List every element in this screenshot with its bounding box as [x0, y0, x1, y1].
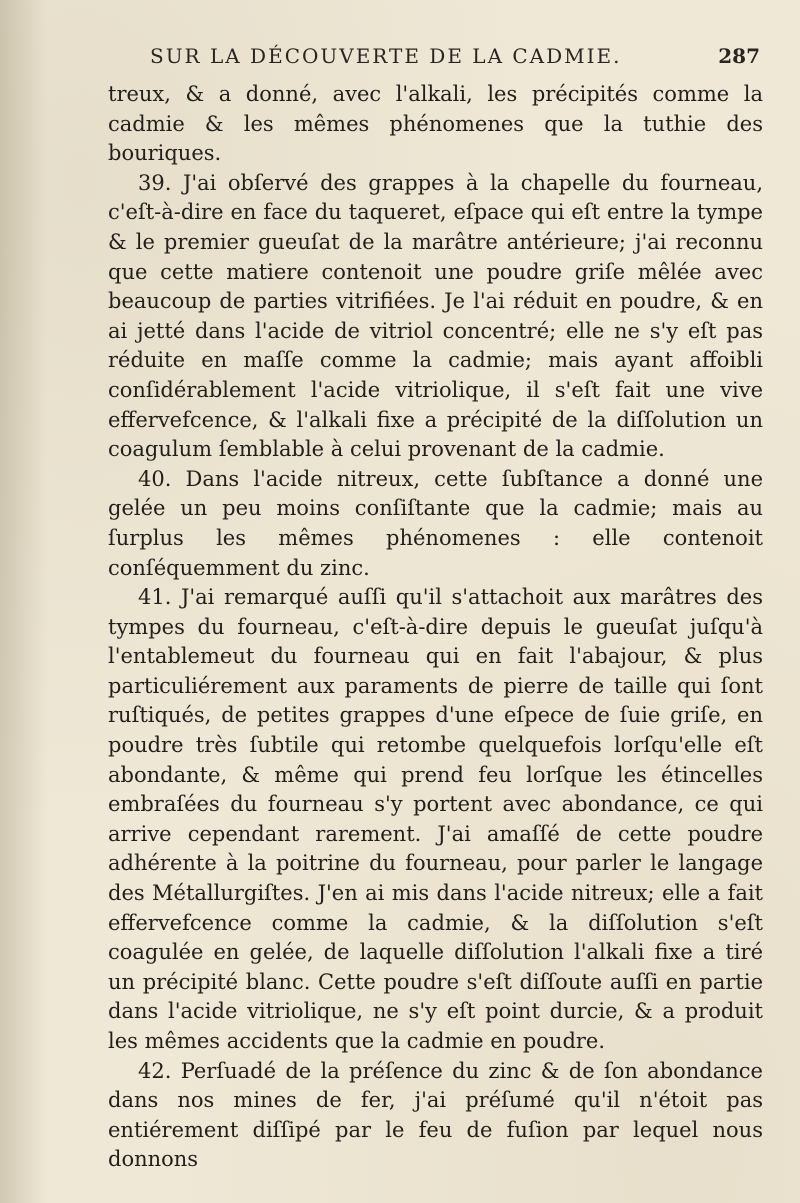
page-header [150, 44, 760, 74]
paragraph-41: 41. J'ai remarqué auſſi qu'il s'attachoit aux marâtres des tympes du fourneau, c'eſt-à-dire depuis le gueuſat juſqu'à l'entablemeut du fourneau qui en fait l'abajour, & plus particuliérement aux paraments de pierre de taille qui ſont ruſtiqués, de petites grappes d'une eſpece de ſuie griſe, en poudre très ſubtile qui retombe quelquefois lorſqu'elle eſt abondante, & même qui prend feu lorſque les étincelles embraſées du fourneau s'y portent avec abondance, ce qui arrive cependant rarement. J'ai amaſſé de cette poudre adhérente à la poitrine du fourneau, pour parler le langage des Métallurgiſtes. J'en ai mis dans l'acide nitreux; elle a fait effervefcence comme la cadmie, & la diſſolution s'eſt coagulée en gelée, de laquelle diſſolution l'alkali fixe a tiré un précipité blanc. Cette poudre s'eſt diſſoute auſſi en partie dans l'acide vitriolique, ne s'y eſt point durcie, & a produit les mêmes accidents que la cadmie en poudre. [108, 585, 763, 1053]
page-number: 287 [718, 44, 760, 68]
body-text [108, 80, 763, 1175]
paragraph-39: 39. J'ai obſervé des grappes à la chapelle du fourneau, c'eſt-à-dire en face du taqueret, eſpace qui eſt entre la tympe & le premier gueuſat de la marâtre antérieure; j'ai reconnu que cette matiere contenoit une poudre griſe mêlée avec beaucoup de parties vitrifiées. Je l'ai réduit en poudre, & en ai jetté dans l'acide de vitriol concentré; elle ne s'y eſt pas réduite en maſſe comme la cadmie; mais ayant affoibli conſidérablement l'acide vitriolique, il s'eſt fait une vive effervefcence, & l'alkali fixe a précipité de la diſſolution un coagulum ſemblable à celui provenant de la cadmie. [108, 170, 763, 462]
paragraph-continuation: treux, & a donné, avec l'alkali, les précipités comme la cadmie & les mêmes phénomenes que la tuthie des bouriques. [108, 82, 763, 166]
paragraph-42: 42. Perſuadé de la préſence du zinc & de ſon abondance dans nos mines de fer, j'ai préſumé qu'il n'étoit pas entiérement diſſipé par le feu de fuſion par lequel nous donnons [108, 1058, 763, 1172]
paragraph-40: 40. Dans l'acide nitreux, cette ſubſtance a donné une gelée un peu moins conſiſtante que la cadmie; mais au ſurplus les mêmes phénomenes : elle contenoit conſéquemment du zinc. [108, 466, 763, 580]
running-head: SUR LA DÉCOUVERTE DE LA CADMIE. [150, 44, 622, 68]
